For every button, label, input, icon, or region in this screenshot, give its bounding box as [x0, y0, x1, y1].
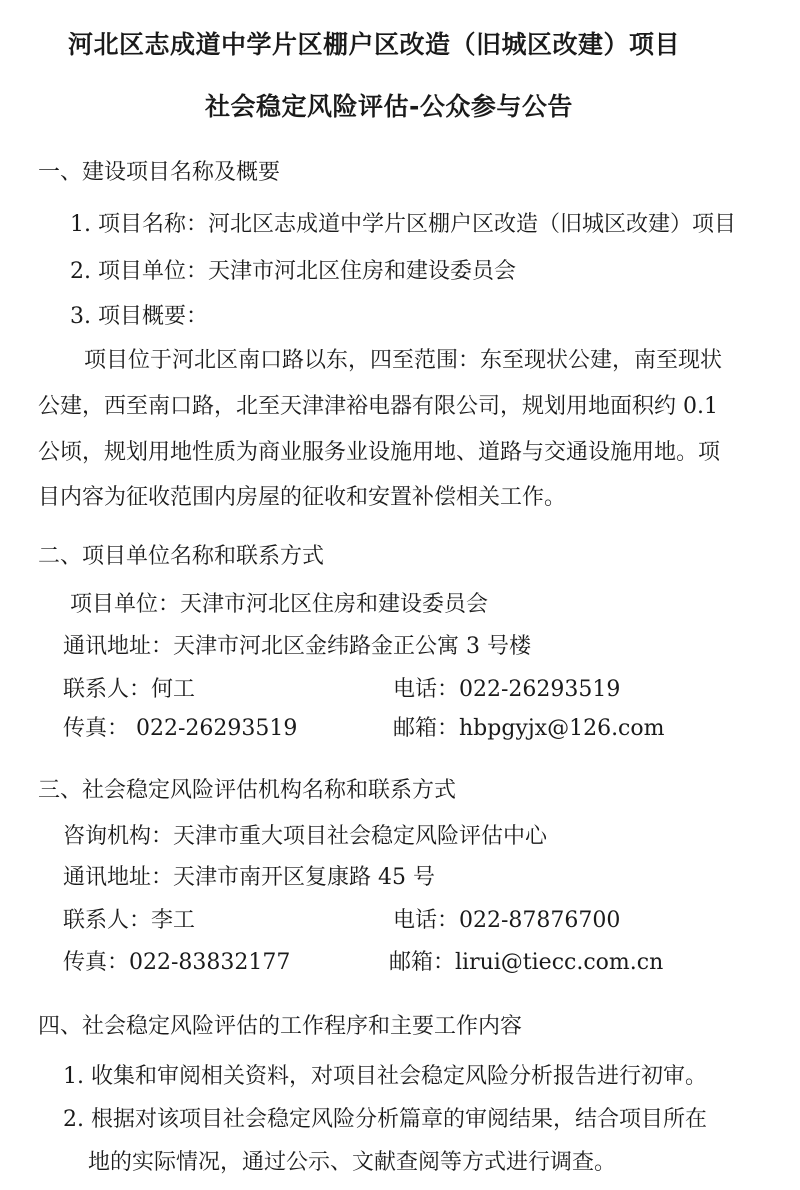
- section-2-contact: 联系人：何工: [63, 677, 196, 702]
- section-3-heading: 三、社会稳定风险评估机构名称和联系方式: [38, 778, 457, 803]
- section-1-para-line-2: 公建，西至南口路，北至天津津裕电器有限公司，规划用地面积约 0.1: [38, 394, 718, 419]
- section-2-phone: 电话：022-26293519: [393, 677, 621, 702]
- section-1-item-3: 3. 项目概要：: [70, 304, 208, 329]
- section-4-item-2-line-1: 2. 根据对该项目社会稳定风险分析篇章的审阅结果，结合项目所在: [63, 1107, 707, 1132]
- section-2-unit: 项目单位：天津市河北区住房和建设委员会: [70, 592, 489, 617]
- section-1-item-2: 2. 项目单位：天津市河北区住房和建设委员会: [70, 259, 516, 284]
- section-3-contact: 联系人：李工: [63, 908, 196, 933]
- section-3-org: 咨询机构：天津市重大项目社会稳定风险评估中心: [63, 824, 548, 849]
- section-3-address: 通讯地址：天津市南开区复康路 45 号: [63, 865, 435, 890]
- section-1-item-1: 1. 项目名称：河北区志成道中学片区棚户区改造（旧城区改建）项目: [70, 212, 736, 237]
- section-2-address: 通讯地址：天津市河北区金纬路金正公寓 3 号楼: [63, 634, 531, 659]
- section-2-fax: 传真： 022-26293519: [63, 716, 298, 741]
- section-2-email: 邮箱：hbpgyjx@126.com: [393, 716, 665, 741]
- title-line-2: 社会稳定风险评估-公众参与公告: [205, 92, 573, 121]
- section-4-item-1: 1. 收集和审阅相关资料，对项目社会稳定风险分析报告进行初审。: [63, 1064, 707, 1089]
- section-4-item-2-line-2: 地的实际情况，通过公示、文献查阅等方式进行调查。: [88, 1150, 617, 1175]
- section-1-para-line-3: 公顷，规划用地性质为商业服务业设施用地、道路与交通设施用地。项: [38, 440, 721, 465]
- section-4-heading: 四、社会稳定风险评估的工作程序和主要工作内容: [38, 1014, 523, 1039]
- section-3-phone: 电话：022-87876700: [393, 908, 621, 933]
- section-1-para-line-1: 项目位于河北区南口路以东，四至范围：东至现状公建，南至现状: [84, 348, 723, 373]
- section-1-para-line-4: 目内容为征收范围内房屋的征收和安置补偿相关工作。: [38, 485, 567, 510]
- section-3-fax: 传真：022-83832177: [63, 950, 291, 975]
- section-1-heading: 一、建设项目名称及概要: [38, 160, 281, 185]
- section-2-heading: 二、项目单位名称和联系方式: [38, 544, 325, 569]
- title-line-1: 河北区志成道中学片区棚户区改造（旧城区改建）项目: [68, 30, 681, 59]
- section-3-email: 邮箱：lirui@tiecc.com.cn: [389, 950, 664, 975]
